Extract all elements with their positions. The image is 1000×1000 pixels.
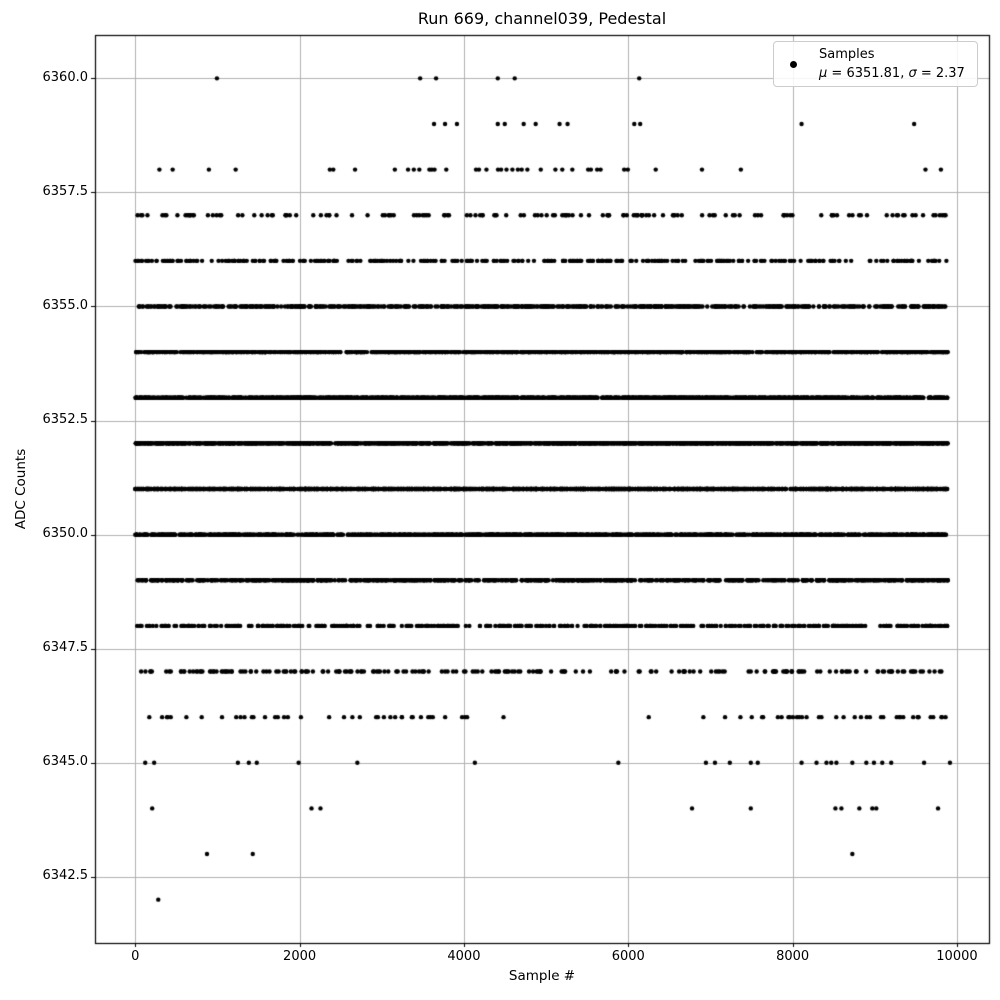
legend-text <box>819 45 965 83</box>
x-tick-label: 8000 <box>776 949 810 964</box>
x-tick-label: 2000 <box>283 949 317 964</box>
y-tick-label: 6350.0 <box>42 526 88 542</box>
x-tick-label: 6000 <box>611 949 645 964</box>
y-tick-label: 6342.5 <box>42 868 88 884</box>
y-tick-label: 6357.5 <box>42 183 88 199</box>
legend <box>773 41 978 87</box>
page-title: Run 669, channel039, Pedestal <box>417 9 667 28</box>
x-axis-label: Sample # <box>508 968 576 984</box>
y-tick-label: 6347.5 <box>42 640 88 656</box>
legend-entry-stats: μ = 6351.81, σ = 2.37 <box>819 66 965 81</box>
y-tick-label: 6345.0 <box>42 754 88 770</box>
x-tick-label: 10000 <box>936 949 978 964</box>
y-tick-label: 6355.0 <box>42 297 88 313</box>
y-tick-label: 6352.5 <box>42 412 88 428</box>
x-tick-label: 0 <box>131 949 140 964</box>
x-tick-label: 4000 <box>447 949 481 964</box>
legend-marker-icon <box>783 61 803 68</box>
y-tick-label: 6360.0 <box>42 69 88 85</box>
y-axis-label: ADC Counts <box>13 448 29 530</box>
legend-entry-label: Samples <box>819 47 875 62</box>
